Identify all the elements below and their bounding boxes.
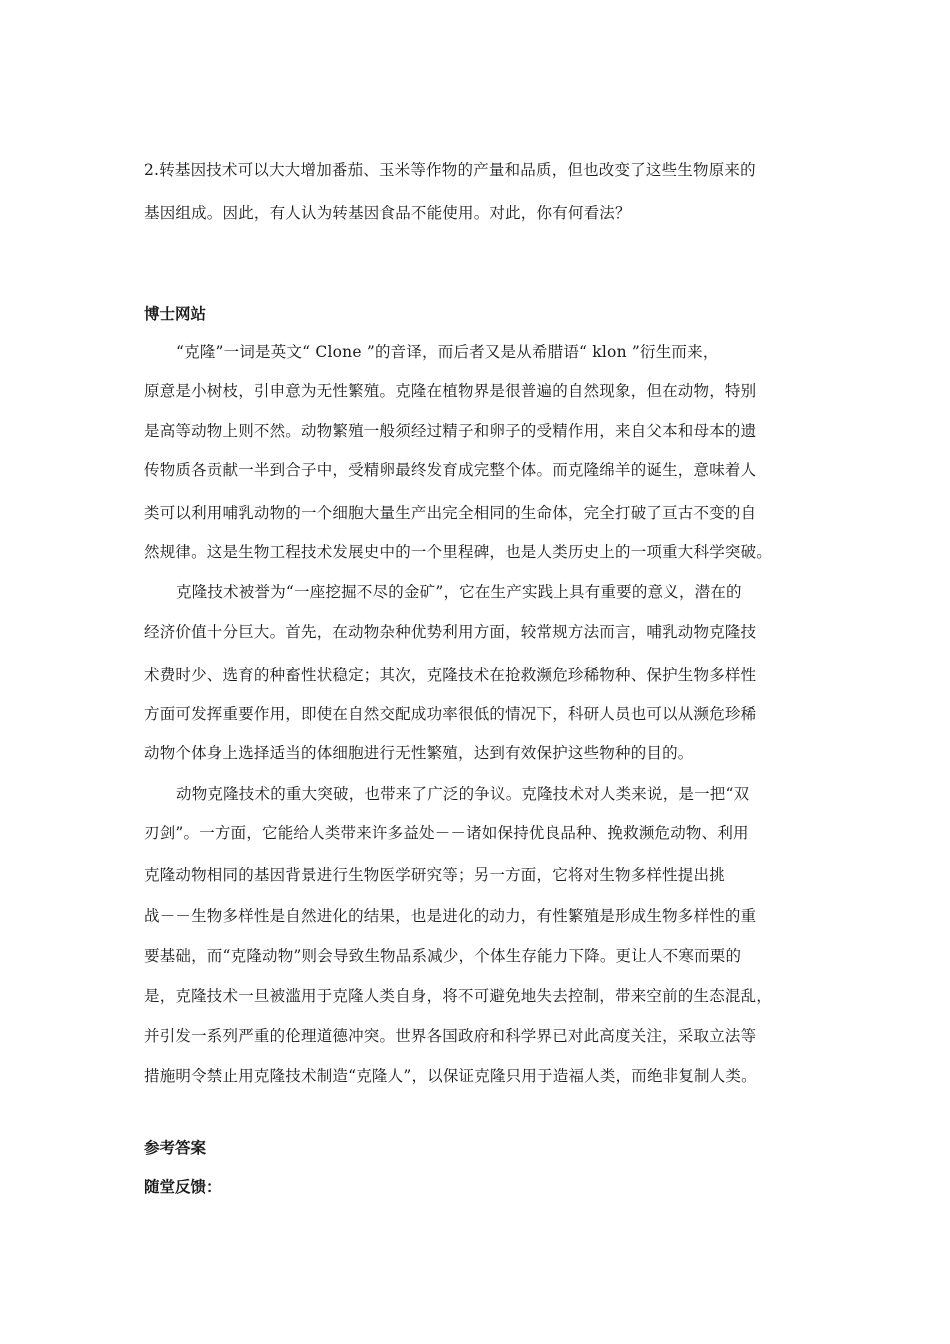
paragraph1-line: “克隆”一词是英文“ Clone ”的音译，而后者又是从希腊语“ klon ”衍生而来， [176,343,719,361]
paragraph1-line: 原意是小树枝，引申意为无性繁殖。克隆在植物界是很普遍的自然现象，但在动物，特别 [144,382,757,400]
paragraph1-line: 然规律。这是生物工程技术发展史中的一个里程碑，也是人类历史上的一项重大科学突破。 [144,543,773,561]
paragraph1-line: 是高等动物上则不然。动物繁殖一般须经过精子和卵子的受精作用，来自父本和母本的遗 [144,422,757,440]
paragraph2-line: 经济价值十分巨大。首先，在动物杂种优势利用方面，较常规方法而言，哺乳动物克隆技 [144,623,757,641]
paragraph3-line: 刃剑”。一方面，它能给人类带来许多益处－－诸如保持优良品种、挽救濒危动物、利用 [144,824,749,842]
paragraph3-line: 战－－生物多样性是自然进化的结果，也是进化的动力，有性繁殖是形成生物多样性的重 [144,907,757,925]
section-title: 博士网站 [144,305,207,323]
paragraph3-line: 并引发一系列严重的伦理道德冲突。世界各国政府和科学界已对此高度关注，采取立法等 [144,1027,757,1045]
paragraph3-line: 克隆动物相同的基因背景进行生物医学研究等；另一方面，它将对生物多样性提出挑 [144,866,725,884]
paragraph3-line: 措施明令禁止用克隆技术制造“克隆人”，以保证克隆只用于造福人类，而绝非复制人类。 [144,1067,757,1085]
question2-line2: 基因组成。因此，有人认为转基因食品不能使用。对此，你有何看法？ [144,204,631,222]
paragraph1-line: 传物质各贡献一半到合子中，受精卵最终发育成完整个体。而克隆绵羊的诞生，意味着人 [144,461,757,479]
paragraph2-line: 动物个体身上选择适当的体细胞进行无性繁殖，达到有效保护这些物种的目的。 [144,744,694,762]
paragraph3-line: 动物克隆技术的重大突破，也带来了广泛的争议。克隆技术对人类来说，是一把“双 [176,785,750,803]
paragraph2-line: 方面可发挥重要作用，即使在自然交配成功率很低的情况下，科研人员也可以从濒危珍稀 [144,705,757,723]
paragraph3-line: 是，克隆技术一旦被滥用于克隆人类自身，将不可避免地失去控制，带来空前的生态混乱， [144,987,773,1005]
paragraph2-line: 术费时少、选育的种畜性状稳定；其次，克隆技术在抢救濒危珍稀物种、保护生物多样性 [144,666,757,684]
feedback-title: 随堂反馈： [144,1178,222,1196]
answers-title: 参考答案 [144,1139,207,1157]
paragraph1-line: 类可以利用哺乳动物的一个细胞大量生产出完全相同的生命体，完全打破了亘古不变的自 [144,504,757,522]
paragraph3-line: 要基础，而“克隆动物”则会导致生物品系减少，个体生存能力下降。更让人不寒而栗的 [144,947,742,965]
question2-line1: 2.转基因技术可以大大增加番茄、玉米等作物的产量和品质，但也改变了这些生物原来的 [144,161,756,179]
paragraph2-line: 克隆技术被誉为“一座挖掘不尽的金矿”，它在生产实践上具有重要的意义，潜在的 [176,583,742,601]
